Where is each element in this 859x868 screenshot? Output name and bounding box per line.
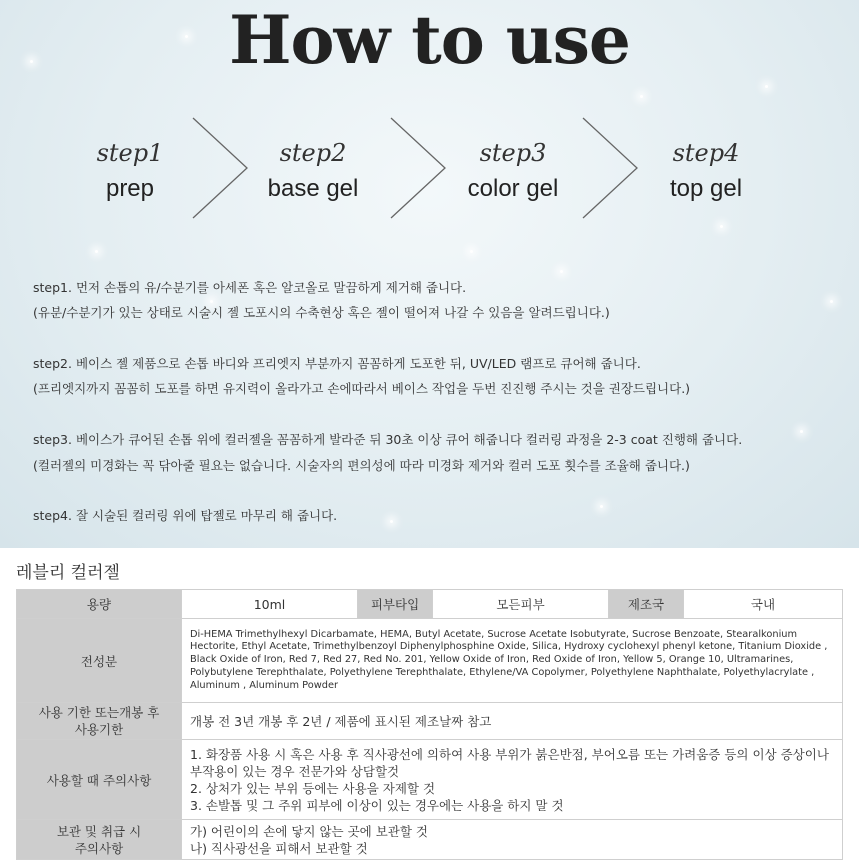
step-4 bbox=[616, 135, 796, 207]
origin-value: 국내 bbox=[684, 590, 843, 619]
origin-label: 제조국 bbox=[609, 590, 684, 619]
storage-label bbox=[17, 820, 182, 860]
table-row bbox=[17, 820, 843, 860]
chevron-right-icon bbox=[190, 116, 252, 220]
product-spec-table bbox=[16, 589, 843, 860]
step-name: top gel bbox=[669, 175, 743, 202]
caution-line: 2. 상처가 있는 부위 등에는 사용을 자제할 것 bbox=[190, 780, 436, 796]
ingredients-label: 전성분 bbox=[17, 619, 182, 703]
caution-value bbox=[182, 740, 843, 820]
chevron-right-icon bbox=[388, 116, 450, 220]
step-name: color gel bbox=[467, 175, 559, 202]
step-number: step4 bbox=[672, 139, 740, 167]
expiry-label-line: 사용 기한 또는개봉 후 bbox=[38, 705, 160, 720]
expiry-label-line: 사용기한 bbox=[74, 722, 124, 737]
expiry-value: 개봉 전 3년 개봉 후 2년 / 제품에 표시된 제조날짜 참고 bbox=[182, 703, 843, 740]
product-name: 레블리 컬러젤 bbox=[16, 563, 120, 583]
storage-line: 가) 어린이의 손에 닿지 않는 곳에 보관할 것 bbox=[190, 823, 428, 839]
storage-line: 나) 직사광선을 피해서 보관할 것 bbox=[190, 840, 368, 856]
storage-label-line: 보관 및 취급 시 bbox=[56, 823, 142, 839]
caution-line: 1. 화장품 사용 시 혹은 사용 후 직사광선에 의하여 사용 부위가 붉은반점, 부어오름 또는 가려움증 등의 이상 증상이나 bbox=[190, 746, 829, 762]
step-3 bbox=[423, 135, 603, 207]
ingredients-value: Di-HEMA Trimethylhexyl Dicarbamate, HEMA, Butyl Acetate, Sucrose Acetate Isobutyrate, Sucrose Benzoate, Stearalkonium Hectorite, Ethyl Acetate, Trimethylbenzoyl Diphenylphosphine Oxide, Silica, Hydroxy cyclohexyl phenyl ketone, Titanium Dioxide , Black Oxide of Iron, Red 7, Red 27, Red No. 201, Yellow Oxide of Iron, Red Oxide of Iron, Yellow 5, Orange 10, Ultramarines, Polybutylene Terephthalate, Polyethylene Terephthalate, Ethylene/VA Copolymer, Polyethylene Naphthalate, Polyethylacrylate , Aluminum , Aluminum Powder bbox=[182, 619, 843, 703]
storage-value bbox=[182, 820, 843, 860]
table-row bbox=[17, 590, 843, 619]
caution-line: 부작용이 있는 경우 전문가와 상담할것 bbox=[190, 763, 400, 779]
instruction-text: step1. 먼저 손톱의 유/수분기를 아세폰 혹은 알코올로 말끔하게 제거해 줍니다. bbox=[33, 280, 467, 295]
capacity-label: 용량 bbox=[17, 590, 182, 619]
instruction-note: (컬러젤의 미경화는 꼭 닦아줄 필요는 없습니다. 시술자의 편의성에 따라 미경화 제거와 컬러 도포 횟수를 조율해 줍니다.) bbox=[33, 458, 690, 473]
instruction-text: step3. 베이스가 큐어된 손톱 위에 컬러젤을 꼼꼼하게 발라준 뒤 30초 이상 큐어 해줍니다 컬러링 과정을 2-3 coat 진행해 줍니다. bbox=[33, 432, 743, 447]
skin-type-label: 피부타입 bbox=[358, 590, 433, 619]
caution-line: 3. 손발톱 및 그 주위 피부에 이상이 있는 경우에는 사용을 하지 말 것 bbox=[190, 797, 564, 813]
step-number: step2 bbox=[279, 139, 347, 167]
table-row bbox=[17, 703, 843, 740]
chevron-right-icon bbox=[580, 116, 642, 220]
page-title: How to use bbox=[229, 1, 630, 79]
instruction-note: (프리엣지까지 꼼꼼히 도포를 하면 유지력이 올라가고 손에따라서 베이스 작업을 두번 진진행 주시는 것을 권장드립니다.) bbox=[33, 381, 691, 396]
instruction-text: step2. 베이스 젤 제품으로 손톱 바디와 프리엣지 부분까지 꼼꼼하게 도포한 뒤, UV/LED 램프로 큐어해 줍니다. bbox=[33, 356, 641, 371]
caution-label: 사용할 때 주의사항 bbox=[17, 740, 182, 820]
table-row bbox=[17, 740, 843, 820]
expiry-label bbox=[17, 703, 182, 740]
skin-type-value: 모든피부 bbox=[433, 590, 609, 619]
storage-label-line: 주의사항 bbox=[74, 840, 124, 856]
step-number: step1 bbox=[96, 139, 164, 167]
instruction-note: (유분/수분기가 있는 상태로 시술시 젤 도포시의 수축현상 혹은 젤이 떨어져 나갈 수 있음을 알려드립니다.) bbox=[33, 305, 610, 320]
step-name: base gel bbox=[267, 175, 359, 202]
step-name: prep bbox=[105, 175, 155, 202]
table-row bbox=[17, 619, 843, 703]
capacity-value: 10ml bbox=[182, 590, 358, 619]
instruction-text: step4. 잘 시술된 컬러링 위에 탑젤로 마무리 해 줍니다. bbox=[33, 508, 338, 523]
step-number: step3 bbox=[479, 139, 547, 167]
